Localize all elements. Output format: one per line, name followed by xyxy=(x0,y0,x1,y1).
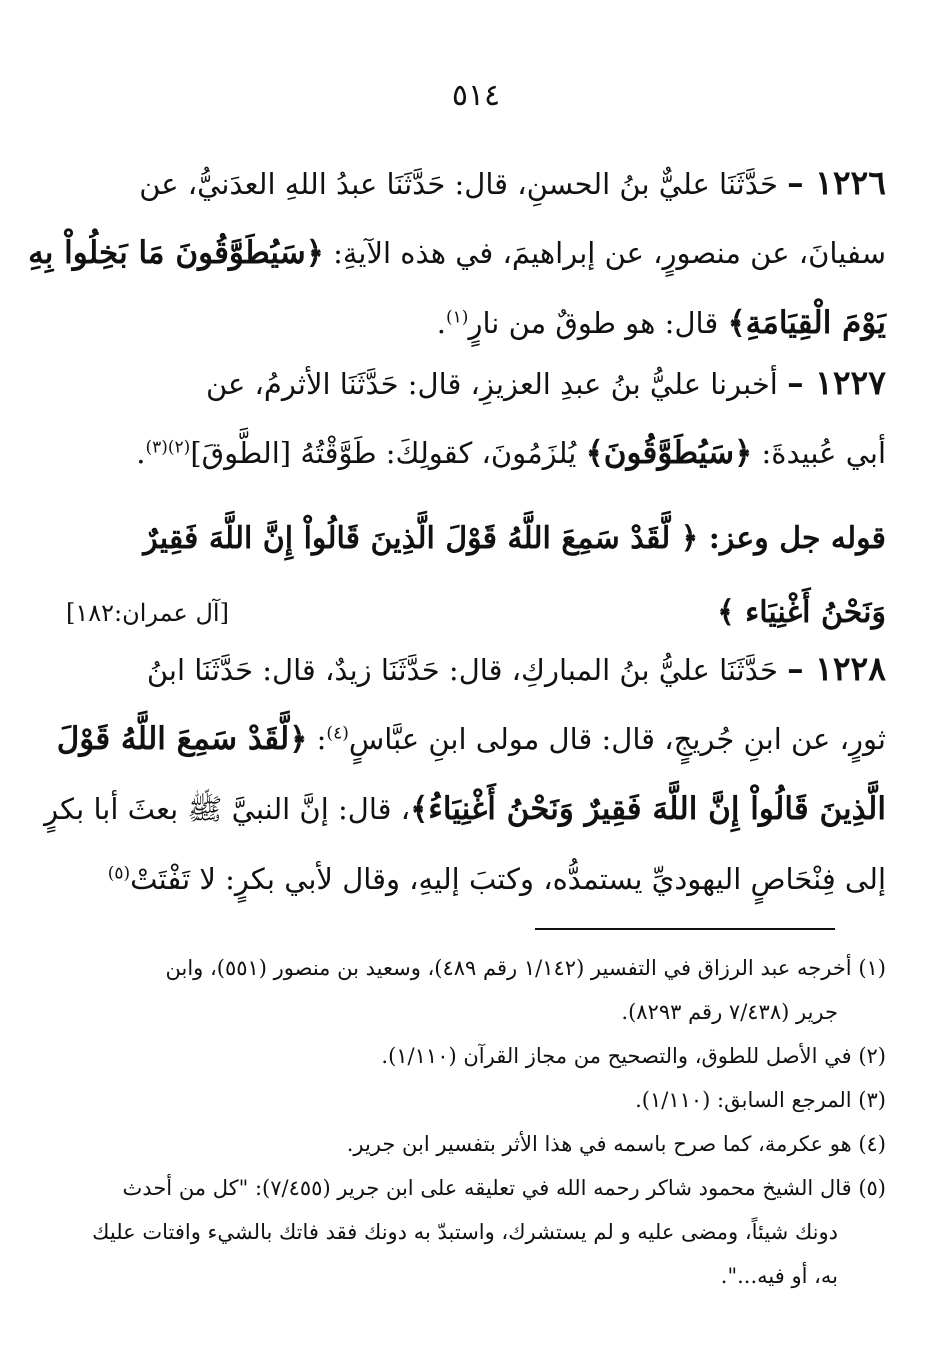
isnad-text: أخبرنا عليُّ بنُ عبدِ العزيزِ، قال: حَدَّثَنَا الأثرمُ، عن xyxy=(205,367,778,401)
footnote-marker: (٥) xyxy=(107,863,131,884)
matn-text: قال: هو طوقٌ من نارٍ xyxy=(468,306,719,340)
page-number: ٥١٤ xyxy=(451,78,501,113)
isnad-text: أبي عُبيدةَ: xyxy=(761,436,886,470)
hadith-1228-line-2 xyxy=(56,704,886,774)
footnote-1-line-2: جرير (٧/٤٣٨ رقم ٨٢٩٣). xyxy=(621,1000,838,1024)
isnad-text: سفيانَ، عن منصورٍ، عن إبراهيمَ، في هذه الآيةِ: xyxy=(333,236,886,270)
heading-lead: قوله جل وعز: xyxy=(708,521,886,556)
verse-reference: [آل عمران:١٨٢] xyxy=(66,599,229,627)
footnote-marker: (٤) xyxy=(326,723,349,744)
hadith-number: ١٢٢٦ – xyxy=(787,163,886,202)
isnad-text: حَدَّثَنَا عليُّ بنُ المباركِ، قال: حَدَّثَنَا زيدٌ، قال: حَدَّثَنَا ابنُ xyxy=(146,653,778,687)
quran-quote: الَّذِينَ قَالُواْ إِنَّ اللَّهَ فَقِيرٌ وَنَحْنُ أَغْنِيَاءُ﴾ xyxy=(410,791,886,827)
quran-quote: ﴿ لَّقَدْ سَمِعَ اللَّهُ قَوْلَ الَّذِينَ قَالُواْ إِنَّ اللَّهَ فَقِيرٌ xyxy=(143,521,699,556)
hadith-1226-line-2 xyxy=(28,218,886,288)
footnote-5-line-3: به، أو فيه...". xyxy=(720,1264,838,1288)
quran-quote: يَوْمَ الْقِيَامَةِ﴾ xyxy=(727,305,886,341)
hadith-1227 xyxy=(66,348,886,488)
hadith-1228-line-1 xyxy=(66,634,886,704)
hadith-1226 xyxy=(28,148,886,358)
footnote-marker: (٢)(٣) xyxy=(145,437,191,458)
footnote-divider xyxy=(535,928,835,930)
punctuation: : xyxy=(316,722,327,756)
hadith-1228-line-4 xyxy=(66,844,886,914)
footnote-5-line-1: (٥) قال الشيخ محمود شاكر رحمه الله في تعليقه على ابن جرير (٧/٤٥٥): "كل من أحدث xyxy=(122,1176,886,1200)
punctuation: . xyxy=(436,306,447,340)
matn-text: إلى فِنْحَاصٍ اليهوديِّ يستمدُّه، وكتبَ إليهِ، وقال لأبي بكرٍ: لا تَفْتَتْ xyxy=(130,862,886,896)
footnotes xyxy=(66,946,886,1298)
hadith-1227-line-1 xyxy=(66,348,886,418)
matn-text: يُلزَمُونَ، كقولِكَ: طَوَّقْتُهُ [الطَّوقَ] xyxy=(190,436,577,470)
footnote-2: (٢) في الأصل للطوق، والتصحيح من مجاز القرآن (١/١١٠). xyxy=(381,1044,886,1068)
isnad-text: حَدَّثَنَا عليٌّ بنُ الحسنِ، قال: حَدَّثَنَا عبدُ اللهِ العدَنيُّ، عن xyxy=(139,167,778,201)
footnote-4: (٤) هو عكرمة، كما صرح باسمه في هذا الأثر بتفسير ابن جرير. xyxy=(346,1132,886,1156)
footnote-5-line-2: دونك شيئاً، ومضى عليه و لم يستشرك، واستبدّ به دونك فقد فاتك بالشيء وافتات عليك xyxy=(92,1220,838,1244)
isnad-text: ثورٍ، عن ابنِ جُريجٍ، قال: قال مولى ابنِ عبَّاسٍ xyxy=(348,722,886,756)
quran-quote: ﴿سَيُطَوَّقُونَ﴾ xyxy=(585,435,753,471)
footnote-3: (٣) المرجع السابق: (١/١١٠). xyxy=(635,1088,886,1112)
hadith-1226-line-1 xyxy=(66,148,886,218)
footnote-1-line-1: (١) أخرجه عبد الرزاق في التفسير (١/١٤٢ رقم ٤٨٩)، وسعيد بن منصور (٥٥١)، وابن xyxy=(165,956,886,980)
footnote-marker: (١) xyxy=(446,307,469,328)
hadith-1228-line-3 xyxy=(44,774,886,844)
hadith-1227-line-2 xyxy=(66,418,886,488)
quran-quote: ﴿سَيُطَوَّقُونَ مَا بَخِلُواْ بِهِ xyxy=(28,235,324,271)
matn-text: ، قال: إنَّ النبيَّ ﷺ بعثَ أبا بكرٍ xyxy=(44,792,411,826)
hadith-number: ١٢٢٧ – xyxy=(787,363,886,402)
heading-line-1 xyxy=(66,502,886,576)
quran-quote: وَنَحْنُ أَغْنِيَاء ﴾ xyxy=(717,595,886,630)
punctuation: . xyxy=(136,436,146,470)
quran-quote: ﴿لَّقَدْ سَمِعَ اللَّهُ قَوْلَ xyxy=(56,721,308,757)
hadith-1228 xyxy=(44,634,886,914)
section-heading xyxy=(66,502,886,650)
hadith-number: ١٢٢٨ – xyxy=(787,649,886,688)
